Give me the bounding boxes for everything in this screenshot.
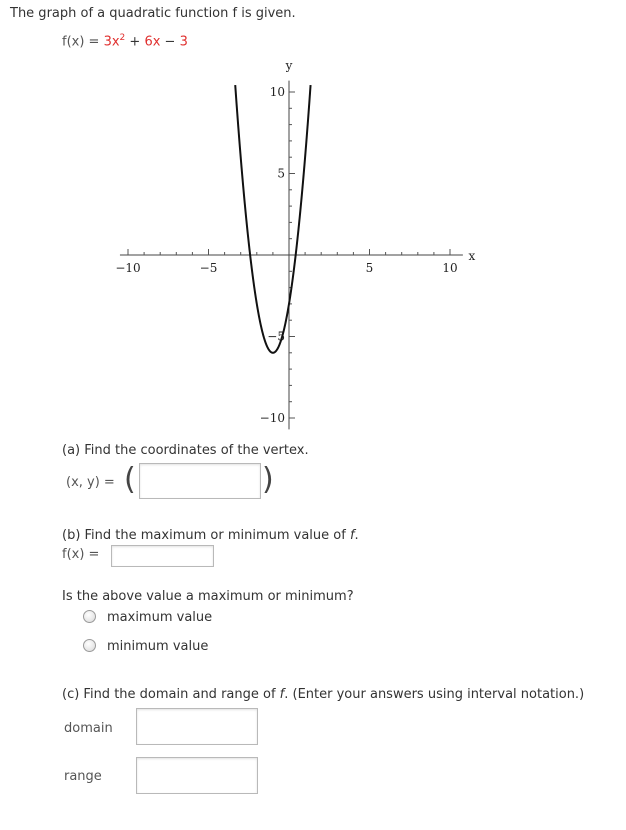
- function-term3: 3: [179, 34, 188, 50]
- axes: [120, 81, 463, 430]
- y-axis-label: y: [285, 58, 293, 73]
- y-tick-label: −10: [259, 411, 285, 425]
- x-axis-label: x: [468, 249, 476, 263]
- part-b-prompt-f: f: [349, 528, 355, 543]
- part-c-prompt-start: (c) Find the domain and range of: [62, 687, 280, 702]
- part-c-prompt: [62, 687, 584, 702]
- domain-label: domain: [64, 721, 113, 736]
- part-b-prompt-text: (b) Find the maximum or minimum value of: [62, 528, 350, 543]
- part-c-prompt-end: . (Enter your answers using interval notation.): [284, 687, 585, 702]
- part-a-prompt: (a) Find the coordinates of the vertex.: [62, 443, 309, 458]
- vertex-input[interactable]: [139, 463, 261, 499]
- curve: [235, 85, 310, 353]
- range-label: range: [64, 769, 102, 784]
- y-tick-label: −5: [267, 329, 285, 344]
- part-b-prompt-end: .: [354, 528, 359, 543]
- fx-label: f(x) =: [62, 547, 100, 562]
- function-lhs: f(x) =: [62, 34, 104, 50]
- y-tick-label: 5: [277, 166, 285, 181]
- extreme-value-input[interactable]: [111, 545, 214, 567]
- x-tick-label: 5: [365, 261, 374, 275]
- function-term1: 3x: [103, 34, 120, 50]
- max-min-question: Is the above value a maximum or minimum?: [62, 589, 354, 604]
- domain-input[interactable]: [136, 708, 258, 745]
- vertex-label: (x, y) =: [66, 475, 115, 490]
- tick-labels: [115, 58, 475, 425]
- minimum-label[interactable]: minimum value: [107, 639, 209, 654]
- maximum-label[interactable]: maximum value: [107, 610, 213, 625]
- y-tick-label: 10: [269, 85, 285, 99]
- function-term2: 6x: [144, 34, 161, 50]
- function-op1: +: [125, 34, 145, 50]
- x-tick-label: 10: [442, 261, 458, 275]
- open-paren: (: [124, 462, 136, 497]
- function-op2: −: [160, 34, 180, 50]
- parabola-curve: [235, 85, 310, 353]
- function-exponent: 2: [119, 33, 126, 43]
- close-paren: ): [262, 462, 274, 497]
- x-tick-label: −5: [199, 261, 218, 275]
- intro-text: The graph of a quadratic function f is given.: [10, 6, 296, 21]
- part-c-prompt-f: f: [279, 687, 285, 702]
- range-input[interactable]: [136, 757, 258, 794]
- minimum-radio[interactable]: [83, 639, 96, 652]
- maximum-radio[interactable]: [83, 610, 96, 623]
- x-tick-label: −10: [115, 261, 141, 275]
- part-b-prompt: [62, 528, 359, 543]
